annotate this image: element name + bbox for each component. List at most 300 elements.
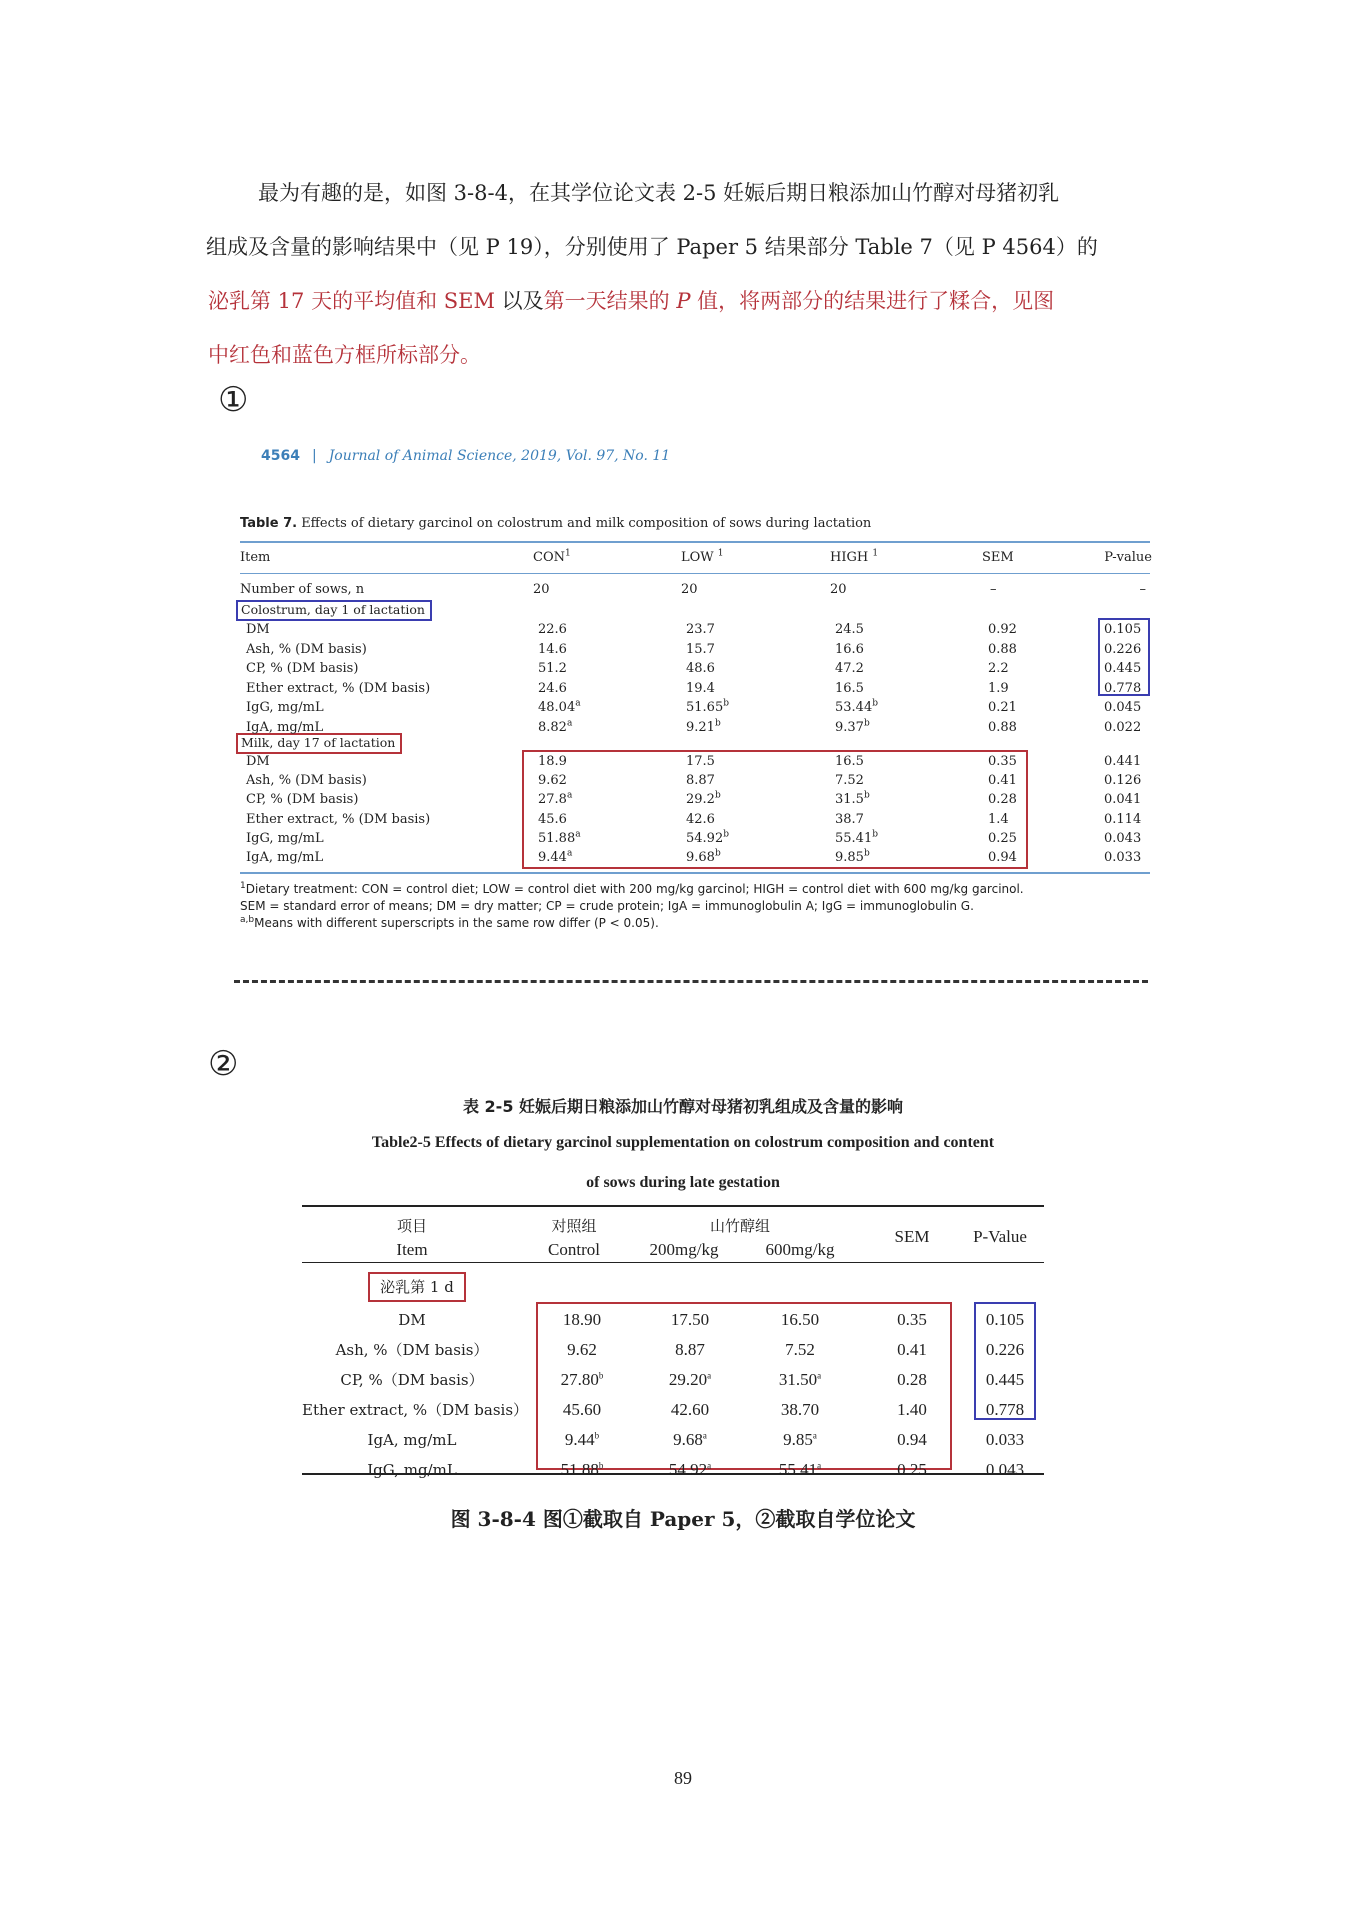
table25-cell-sem-value: 0.28 <box>897 1370 927 1389</box>
table7-sows-p: – <box>1139 582 1146 597</box>
table7-cell-high <box>835 661 864 677</box>
table25-header-control-en: Control <box>548 1240 600 1259</box>
table25-cell-200-value: 54.92 <box>668 1460 708 1479</box>
table7-cell-high <box>835 754 864 770</box>
table25-cell-600-value: 7.52 <box>785 1340 815 1359</box>
table7-sows-sem: – <box>990 582 997 597</box>
table7-cell-item-value: DM <box>246 754 270 769</box>
table25-cell-600 <box>750 1370 850 1390</box>
table25-cell-p-value: 0.033 <box>985 1430 1025 1449</box>
table25-header-garcinol-cn: 山竹醇组 <box>709 1217 770 1235</box>
table7-cell-low-value: 19.4 <box>686 680 715 696</box>
table25-cell-p-value: 0.445 <box>985 1370 1025 1389</box>
table7-cell-con <box>538 642 567 658</box>
table7-cell-item-value: Ash, % (DM basis) <box>246 641 367 657</box>
table25-cell-p <box>955 1400 1055 1420</box>
footnote-3-text: Means with different superscripts in the same row differ (P < 0.05). <box>254 916 659 930</box>
table25-cell-item <box>302 1430 522 1450</box>
table7-cell-sem <box>988 720 1017 736</box>
table7-cell-p-value: 0.226 <box>1104 641 1142 657</box>
table7-cell-p <box>1104 700 1141 716</box>
table7-cell-con <box>538 773 567 789</box>
table7-cell-item <box>246 661 358 677</box>
table7-top-rule <box>240 541 1150 543</box>
table7-cell-high-value: 9.37 <box>835 719 864 735</box>
table25-title-en-2: of sows during late gestation <box>586 1174 780 1191</box>
table7-cell-low-value: 17.5 <box>686 754 715 769</box>
table7-header-low-sup: 1 <box>717 548 724 559</box>
table25-cell-control-value: 51.88 <box>560 1460 599 1479</box>
table7-cell-con-value: 27.8 <box>538 792 567 808</box>
table7-cell-p <box>1104 720 1141 736</box>
journal-issue: , 2019, Vol. 97, No. 11 <box>512 448 671 464</box>
table25-cell-600-value: 9.85 <box>783 1430 813 1449</box>
table7-cell-p-value: 0.778 <box>1104 680 1142 696</box>
table7-cell-low <box>686 831 729 847</box>
table25-cell-sem <box>862 1400 962 1420</box>
journal-header <box>261 448 670 464</box>
table7-header-high <box>830 550 878 566</box>
table25-section-label: 泌乳第 1 d <box>380 1278 454 1296</box>
journal-separator: | <box>311 448 317 464</box>
table7-cell-con-value: 9.62 <box>538 773 567 789</box>
table7-header-p: P-value <box>1104 550 1152 565</box>
table7-cell-low-value: 8.87 <box>686 773 715 789</box>
table7-header-con-sup: 1 <box>564 548 571 559</box>
table7-cell-p-value: 0.045 <box>1104 700 1142 715</box>
table7-cell-high-value: 47.2 <box>835 661 864 676</box>
table25-cell-p-value: 0.226 <box>985 1340 1025 1359</box>
table25-cell-600 <box>750 1460 850 1480</box>
table7-cell-sem <box>988 681 1009 697</box>
paragraph-line-3 <box>208 286 1054 316</box>
table7-cell-con <box>538 720 572 736</box>
table7-cell-item-value: Ether extract, % (DM basis) <box>246 680 431 696</box>
table7-cell-sem-value: 0.28 <box>988 792 1017 808</box>
table7-cell-item-value: DM <box>246 622 270 637</box>
table7-cell-low-superscript: b <box>723 698 729 709</box>
table7-sows-label: Number of sows, n <box>240 582 365 597</box>
marker-circled-2: ② <box>208 1044 239 1084</box>
table25-cell-control <box>532 1370 632 1390</box>
table25-cell-control-value: 9.44 <box>564 1430 595 1449</box>
table25-cell-item <box>302 1400 529 1420</box>
table25-cell-600-value: 16.50 <box>780 1310 820 1329</box>
table7-cell-p-value: 0.105 <box>1104 622 1142 637</box>
table7-bottom-rule <box>240 872 1150 874</box>
table7-cell-p <box>1104 642 1141 658</box>
table25-title-en-1: Table2-5 Effects of dietary garcinol supplementation on colostrum composition and content <box>371 1134 995 1151</box>
page-number: 89 <box>674 1768 692 1788</box>
table7-cell-high-value: 24.5 <box>835 622 864 637</box>
table7-header-high-sup: 1 <box>872 548 879 559</box>
table25-cell-200 <box>640 1370 740 1390</box>
table7-cell-high <box>835 642 864 658</box>
table7-cell-sem-value: 0.94 <box>988 850 1017 865</box>
table7-cell-con-superscript: a <box>575 829 581 840</box>
table25-header-item-en: Item <box>396 1240 428 1259</box>
table7-cell-item <box>246 773 367 789</box>
table7-cell-item <box>246 812 430 828</box>
table7-sows-con: 20 <box>533 582 550 597</box>
table25-cell-200 <box>640 1430 740 1450</box>
table7-header-low <box>681 550 724 566</box>
table7-cell-high <box>835 831 878 847</box>
table25-cell-200 <box>640 1460 740 1480</box>
table7-cell-low <box>686 622 715 638</box>
table7-cell-high <box>835 850 870 866</box>
footnote-3-sup: a,b <box>240 915 255 925</box>
table7-cell-item-value: IgA, mg/mL <box>246 719 324 735</box>
paragraph-line-2-text: 组成及含量的影响结果中（见 P 19），分别使用了 Paper 5 结果部分 Table 7（见 P 4564）的 <box>206 235 1098 259</box>
table7-cell-sem-value: 0.25 <box>988 830 1017 846</box>
table25-cell-sem-value: 0.25 <box>897 1460 927 1479</box>
table25-cell-control-superscript: b <box>598 1460 604 1471</box>
table25-cell-600-superscript: a <box>817 1460 822 1471</box>
table7-cell-sem-value: 1.4 <box>988 811 1009 827</box>
table7-caption <box>240 516 871 531</box>
table7-cell-item-value: IgG, mg/mL <box>246 700 324 715</box>
table25-header-control-cn: 对照组 <box>551 1217 597 1235</box>
table7-header-item: Item <box>240 550 271 565</box>
table7-cell-high-value: 55.41 <box>835 830 873 846</box>
paragraph-highlight-red: 泌乳第 17 天的平均值和 SEM <box>208 289 495 313</box>
table7-cell-p <box>1104 681 1141 697</box>
table25-cell-600 <box>750 1310 850 1330</box>
table25-cell-200-value: 8.87 <box>675 1340 705 1359</box>
table7-cell-sem <box>988 812 1009 828</box>
marker-circled-1: ① <box>218 380 249 420</box>
table7-footnote-1 <box>240 882 1024 897</box>
table7-cell-low-value: 15.7 <box>686 641 715 657</box>
table25-cell-item <box>302 1340 522 1360</box>
table25-cell-control-value: 9.62 <box>567 1340 597 1359</box>
table7-cell-high-superscript: b <box>872 829 878 840</box>
table7-cell-low-value: 9.68 <box>686 850 715 865</box>
table7-colostrum-label: Colostrum, day 1 of lactation <box>241 602 425 617</box>
table7-cell-low <box>686 661 715 677</box>
table7-footnote-2: SEM = standard error of means; DM = dry matter; CP = crude protein; IgA = immunoglobulin A; IgG = immunoglobulin G. <box>240 899 974 913</box>
table25-cell-sem <box>862 1340 962 1360</box>
table25-cell-control-value: 27.80 <box>560 1370 599 1389</box>
table7-cell-high-value: 16.5 <box>835 754 864 769</box>
paragraph-line-4: 中红色和蓝色方框所标部分。 <box>208 343 481 367</box>
table7-cell-low-superscript: b <box>714 718 721 729</box>
table7-cell-con <box>538 622 567 638</box>
table25-cell-sem-value: 0.41 <box>897 1340 927 1359</box>
table7-cell-high <box>835 773 864 789</box>
table25-cell-p <box>955 1340 1055 1360</box>
table7-cell-sem-value: 0.88 <box>988 719 1017 735</box>
table7-cell-sem-value: 0.92 <box>988 622 1017 637</box>
table7-cell-p <box>1104 831 1141 847</box>
paragraph-highlight-red: 值，将两部分的结果进行了糅合，见图 <box>690 289 1055 313</box>
table7-cell-low-value: 48.6 <box>686 661 715 676</box>
table7-cell-con <box>538 681 567 697</box>
table25-cell-600 <box>750 1340 850 1360</box>
table7-cell-high <box>835 622 864 638</box>
table7-cell-con-value: 9.44 <box>538 850 567 865</box>
table25-cell-control-superscript: b <box>598 1370 604 1381</box>
table7-cell-low <box>686 642 715 658</box>
table7-cell-con-value: 22.6 <box>538 622 567 637</box>
table25-cell-sem <box>862 1310 962 1330</box>
table7-cell-item-value: CP, % (DM basis) <box>246 661 359 676</box>
table7-cell-high-value: 31.5 <box>835 792 864 808</box>
table7-cell-p <box>1104 773 1141 789</box>
table7-cell-item <box>246 831 324 847</box>
dashed-divider <box>234 980 1148 983</box>
table7-cell-con <box>538 754 567 770</box>
table25-cell-p-value: 0.043 <box>985 1460 1025 1479</box>
table7-cell-high <box>835 700 878 716</box>
table7-cell-p-value: 0.114 <box>1104 811 1142 827</box>
table7-cell-high-superscript: b <box>863 848 870 859</box>
table7-cell-item <box>246 792 358 808</box>
table25-cell-p-value: 0.105 <box>985 1310 1025 1329</box>
table7-cell-item-value: IgA, mg/mL <box>246 850 324 865</box>
table25-cell-200-value: 42.60 <box>670 1400 710 1419</box>
table7-cell-high-value: 16.5 <box>835 680 864 696</box>
table7-cell-high-value: 16.6 <box>835 641 864 657</box>
table25-cell-control-value: 18.90 <box>562 1310 602 1329</box>
paragraph-text: 以及 <box>494 289 544 313</box>
table25-header-600: 600mg/kg <box>765 1240 835 1259</box>
table7-cell-high <box>835 720 870 736</box>
table7-cell-high-superscript: b <box>863 791 870 802</box>
footnote-1-text: Dietary treatment: CON = control diet; LOW = control diet with 200 mg/kg garcinol; HIGH = control diet with 600 mg/kg garcinol. <box>245 882 1024 896</box>
table7-cell-p <box>1104 754 1141 770</box>
table7-cell-sem-value: 0.88 <box>988 641 1017 657</box>
table25-cell-600-value: 38.70 <box>780 1400 820 1419</box>
table7-cell-con-value: 48.04 <box>538 700 576 715</box>
table7-cell-low-superscript: b <box>723 829 729 840</box>
table7-cell-con-value: 51.2 <box>538 661 567 676</box>
red-box-milk-values <box>522 750 1028 869</box>
table25-cell-control <box>532 1340 632 1360</box>
table7-cell-low-superscript: b <box>714 848 721 859</box>
table7-cell-high-value: 7.52 <box>835 773 864 789</box>
table7-cell-sem <box>988 661 1009 677</box>
table7-cell-p-value: 0.043 <box>1104 830 1142 846</box>
table25-header-item-cn: 项目 <box>396 1217 427 1235</box>
table7-cell-sem <box>988 642 1017 658</box>
table25-cell-sem-value: 0.35 <box>897 1310 927 1329</box>
table7-cell-item <box>246 681 430 697</box>
table7-cell-sem-value: 0.35 <box>988 754 1017 769</box>
table7-header-high-text: HIGH <box>830 550 869 565</box>
table7-cell-sem-value: 0.41 <box>988 773 1017 789</box>
table7-cell-item <box>246 642 367 658</box>
paragraph-p-symbol: P <box>676 289 691 313</box>
table7-cell-con <box>538 661 567 677</box>
table7-cell-con <box>538 850 572 866</box>
table7-cell-item <box>246 622 270 638</box>
table25-cell-600-superscript: a <box>812 1430 817 1441</box>
table25-cell-600-value: 55.41 <box>778 1460 818 1479</box>
paragraph-highlight-red: 第一天结果的 <box>543 289 677 313</box>
figure-caption: 图 3-8-4 图①截取自 Paper 5，②截取自学位论文 <box>450 1507 916 1531</box>
table25-cell-200-superscript: a <box>707 1370 712 1381</box>
table7-cell-high-value: 53.44 <box>835 700 873 715</box>
table7-cell-p <box>1104 622 1141 638</box>
table7-cell-high <box>835 681 864 697</box>
table7-label: Table 7. <box>240 516 298 531</box>
table7-cell-con-value: 24.6 <box>538 680 567 696</box>
table7-cell-con-superscript: a <box>575 698 581 709</box>
table7-cell-p <box>1104 661 1141 677</box>
table7-cell-low <box>686 812 715 828</box>
table25-cell-item-value: DM <box>398 1311 426 1329</box>
table25-cell-item-value: Ash, %（DM basis） <box>335 1341 489 1359</box>
table7-sows-high: 20 <box>830 582 847 597</box>
table7-cell-high-value: 38.7 <box>835 811 864 827</box>
table7-cell-item-value: CP, % (DM basis) <box>246 792 359 808</box>
footnote-1-sup: 1 <box>240 881 246 891</box>
table7-cell-con <box>538 700 581 716</box>
table7-cell-high <box>835 792 870 808</box>
table7-cell-item-value: IgG, mg/mL <box>246 830 324 846</box>
table7-cell-low-value: 51.65 <box>686 700 724 715</box>
table25-header-200: 200mg/kg <box>649 1240 719 1259</box>
table7-cell-con <box>538 812 567 828</box>
table25-cell-sem <box>862 1430 962 1450</box>
table7-sows-low: 20 <box>681 582 698 597</box>
table7-cell-sem-value: 0.21 <box>988 700 1017 715</box>
table7-cell-sem <box>988 622 1017 638</box>
table7-cell-low-value: 42.6 <box>686 811 715 827</box>
table7-footnote-3 <box>240 916 659 931</box>
table7-cell-con-value: 51.88 <box>538 830 576 846</box>
table7-cell-sem-value: 1.9 <box>988 680 1009 696</box>
table25-cell-p-value: 0.778 <box>985 1400 1025 1419</box>
journal-page: 4564 <box>261 448 300 464</box>
table7-cell-con <box>538 792 572 808</box>
table7-cell-sem <box>988 773 1017 789</box>
table7-cell-low-value: 23.7 <box>686 622 715 637</box>
table25-cell-600-superscript: a <box>817 1370 822 1381</box>
table25-header-p: P-Value <box>973 1227 1027 1246</box>
table7-cell-p-value: 0.441 <box>1104 754 1142 769</box>
table25-cell-item <box>302 1370 522 1390</box>
table25-cell-control <box>532 1460 632 1480</box>
table7-cell-high <box>835 812 864 828</box>
table7-cell-p <box>1104 812 1141 828</box>
table7-cell-low <box>686 792 721 808</box>
table25-cell-200 <box>640 1310 740 1330</box>
table7-cell-sem <box>988 700 1017 716</box>
table25-cell-600 <box>750 1430 850 1450</box>
table25-cell-control <box>532 1310 632 1330</box>
table25-header-rule <box>302 1262 1044 1263</box>
table25-cell-200-superscript: a <box>702 1430 707 1441</box>
table7-cell-item <box>246 850 323 866</box>
table25-cell-200-superscript: a <box>707 1460 712 1471</box>
table25-cell-item <box>302 1310 522 1330</box>
table7-cell-item <box>246 700 324 716</box>
table7-cell-p <box>1104 850 1141 866</box>
table7-cell-low <box>686 681 715 697</box>
table7-title: Effects of dietary garcinol on colostrum and milk composition of sows during lactation <box>297 516 872 531</box>
table7-cell-low-value: 9.21 <box>686 719 715 735</box>
table7-cell-p-value: 0.445 <box>1104 661 1142 676</box>
table25-cell-item-value: IgA, mg/mL <box>367 1431 457 1449</box>
table7-cell-con-superscript: a <box>566 718 573 729</box>
table25-cell-200-value: 17.50 <box>670 1310 710 1329</box>
table25-cell-sem <box>862 1370 962 1390</box>
table7-cell-con-superscript: a <box>566 848 573 859</box>
table7-header-sem: SEM <box>982 550 1014 565</box>
table25-cell-item <box>302 1460 522 1480</box>
table25-cell-sem-value: 1.40 <box>897 1400 927 1419</box>
table7-cell-sem <box>988 850 1017 866</box>
paragraph-line-1: 最为有趣的是，如图 3-8-4，在其学位论文表 2-5 妊娠后期日粮添加山竹醇对母猪初乳 <box>258 181 1060 205</box>
table25-cell-600 <box>750 1400 850 1420</box>
table7-cell-low <box>686 773 715 789</box>
table25-cell-200-value: 9.68 <box>673 1430 703 1449</box>
table7-cell-item-value: Ash, % (DM basis) <box>246 773 367 789</box>
paragraph-line-2 <box>208 232 1098 262</box>
table7-cell-p-value: 0.041 <box>1104 792 1142 808</box>
table7-cell-sem <box>988 831 1017 847</box>
table25-top-rule <box>302 1205 1044 1207</box>
table25-cell-p <box>955 1430 1055 1450</box>
table7-cell-sem-value: 2.2 <box>988 661 1009 676</box>
table7-cell-p-value: 0.126 <box>1104 773 1142 789</box>
table7-cell-item-value: Ether extract, % (DM basis) <box>246 811 431 827</box>
table7-cell-low-value: 54.92 <box>686 830 724 846</box>
table25-cell-item-value: CP, %（DM basis） <box>340 1371 484 1389</box>
table7-cell-low-superscript: b <box>714 791 721 802</box>
table25-cell-p <box>955 1370 1055 1390</box>
table7-cell-low <box>686 720 721 736</box>
table25-cell-600-value: 31.50 <box>778 1370 818 1389</box>
table25-cell-control-value: 45.60 <box>562 1400 602 1419</box>
table7-cell-low-value: 29.2 <box>686 792 715 808</box>
table7-header-rule <box>240 573 1150 574</box>
table7-cell-con-value: 14.6 <box>538 641 567 657</box>
table7-cell-con-superscript: a <box>566 791 573 802</box>
table7-cell-con-value: 45.6 <box>538 811 567 827</box>
journal-name: Journal of Animal Science <box>328 448 513 464</box>
table7-cell-high-superscript: b <box>872 698 878 709</box>
table7-cell-p-value: 0.022 <box>1104 719 1142 735</box>
table25-cell-200 <box>640 1340 740 1360</box>
table7-cell-item <box>246 754 270 770</box>
table7-cell-con-value: 18.9 <box>538 754 567 769</box>
table25-title-cn: 表 2-5 妊娠后期日粮添加山竹醇对母猪初乳组成及含量的影响 <box>462 1097 904 1116</box>
table25-cell-control <box>532 1400 632 1420</box>
table25-cell-200 <box>640 1400 740 1420</box>
table7-cell-p-value: 0.033 <box>1104 850 1142 865</box>
table7-cell-high-superscript: b <box>863 718 870 729</box>
table7-cell-con-value: 8.82 <box>538 719 567 735</box>
table25-cell-p <box>955 1310 1055 1330</box>
table7-cell-low <box>686 754 715 770</box>
table7-milk-label: Milk, day 17 of lactation <box>241 735 396 750</box>
table7-cell-low <box>686 850 721 866</box>
table25-cell-item-value: Ether extract, %（DM basis） <box>302 1401 529 1419</box>
table7-header-con-text: CON <box>533 550 565 565</box>
table25-cell-item-value: IgG, mg/mL <box>367 1461 457 1479</box>
table7-cell-low <box>686 700 729 716</box>
table7-cell-high-value: 9.85 <box>835 850 864 865</box>
table25-cell-sem-value: 0.94 <box>897 1430 927 1449</box>
table25-cell-control-superscript: b <box>594 1430 600 1441</box>
table25-cell-200-value: 29.20 <box>668 1370 708 1389</box>
table7-header-low-text: LOW <box>681 550 714 565</box>
table7-cell-sem <box>988 754 1017 770</box>
